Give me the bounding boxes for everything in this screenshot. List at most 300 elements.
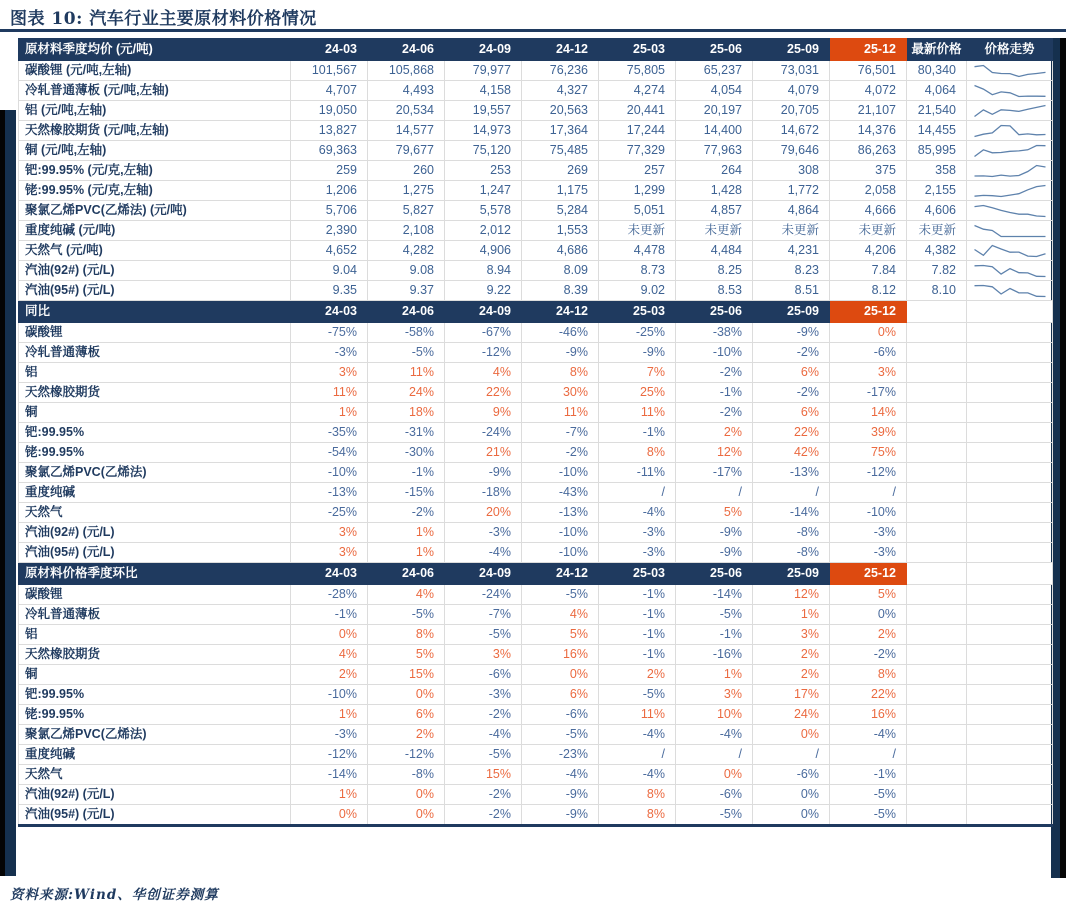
row-label: 聚氯乙烯PVC(乙烯法) bbox=[19, 463, 291, 483]
value-cell: -2% bbox=[676, 403, 753, 423]
value-cell: 1,206 bbox=[291, 181, 368, 201]
sparkline-cell bbox=[967, 725, 1053, 745]
value-cell: 79,646 bbox=[753, 141, 830, 161]
value-cell: 375 bbox=[830, 161, 907, 181]
value-cell: 10% bbox=[676, 705, 753, 725]
table-row bbox=[19, 665, 1053, 685]
value-cell: 259 bbox=[291, 161, 368, 181]
value-cell: -1% bbox=[599, 625, 676, 645]
value-cell: / bbox=[830, 745, 907, 765]
value-cell: -9% bbox=[676, 543, 753, 563]
table-row bbox=[19, 745, 1053, 765]
value-cell: -1% bbox=[368, 463, 445, 483]
column-header-24-06: 24-06 bbox=[368, 39, 445, 61]
value-cell: 12% bbox=[753, 585, 830, 605]
value-cell: 77,963 bbox=[676, 141, 753, 161]
value-cell: 2,058 bbox=[830, 181, 907, 201]
sparkline-cell bbox=[967, 503, 1053, 523]
value-cell: 14,577 bbox=[368, 121, 445, 141]
sparkline-cell bbox=[967, 101, 1053, 121]
sparkline-cell bbox=[967, 261, 1053, 281]
value-cell: 25% bbox=[599, 383, 676, 403]
value-cell: 0% bbox=[368, 805, 445, 826]
value-cell: 17,364 bbox=[522, 121, 599, 141]
value-cell: 8% bbox=[368, 625, 445, 645]
value-cell: 4% bbox=[445, 363, 522, 383]
value-cell: -4% bbox=[599, 503, 676, 523]
column-header-25-09: 25-09 bbox=[753, 301, 830, 323]
sparkline-cell bbox=[967, 443, 1053, 463]
value-cell: / bbox=[599, 745, 676, 765]
value-cell: 2% bbox=[753, 665, 830, 685]
latest-price-cell bbox=[907, 343, 967, 363]
row-label: 汽油(95#) (元/L) bbox=[19, 543, 291, 563]
value-cell: 8.25 bbox=[676, 261, 753, 281]
value-cell: -5% bbox=[599, 685, 676, 705]
empty-header-cell bbox=[967, 563, 1053, 585]
value-cell: 1% bbox=[676, 665, 753, 685]
value-cell: -6% bbox=[445, 665, 522, 685]
value-cell: 264 bbox=[676, 161, 753, 181]
section-header-row bbox=[19, 301, 1053, 323]
value-cell: -24% bbox=[445, 423, 522, 443]
column-header-25-03: 25-03 bbox=[599, 301, 676, 323]
value-cell: 14,376 bbox=[830, 121, 907, 141]
value-cell: -5% bbox=[676, 805, 753, 826]
value-cell: -1% bbox=[599, 585, 676, 605]
row-label: 聚氯乙烯PVC(乙烯法) bbox=[19, 725, 291, 745]
latest-price-cell: 358 bbox=[907, 161, 967, 181]
value-cell: -3% bbox=[599, 523, 676, 543]
value-cell: 1% bbox=[368, 543, 445, 563]
value-cell: 0% bbox=[753, 725, 830, 745]
value-cell: 76,501 bbox=[830, 61, 907, 81]
value-cell: 20% bbox=[445, 503, 522, 523]
value-cell: 22% bbox=[445, 383, 522, 403]
value-cell: -2% bbox=[522, 443, 599, 463]
value-cell: 20,534 bbox=[368, 101, 445, 121]
value-cell: 4,707 bbox=[291, 81, 368, 101]
value-cell: 16% bbox=[830, 705, 907, 725]
value-cell: 19,050 bbox=[291, 101, 368, 121]
section-title: 同比 bbox=[19, 301, 291, 323]
value-cell: -14% bbox=[753, 503, 830, 523]
price-trend-sparkline bbox=[973, 144, 1047, 158]
value-cell: 4,906 bbox=[445, 241, 522, 261]
value-cell: -54% bbox=[291, 443, 368, 463]
row-label: 汽油(92#) (元/L) bbox=[19, 261, 291, 281]
column-header-25-09: 25-09 bbox=[753, 563, 830, 585]
value-cell: 8% bbox=[599, 443, 676, 463]
table-row bbox=[19, 423, 1053, 443]
sparkline-cell bbox=[967, 645, 1053, 665]
table-row bbox=[19, 101, 1053, 121]
latest-price-cell bbox=[907, 705, 967, 725]
value-cell: 9.37 bbox=[368, 281, 445, 301]
price-trend-sparkline bbox=[973, 164, 1047, 178]
row-label: 冷轧普通薄板 bbox=[19, 605, 291, 625]
value-cell: 2% bbox=[291, 665, 368, 685]
value-cell: 2% bbox=[368, 725, 445, 745]
value-cell: 8% bbox=[599, 805, 676, 826]
value-cell: -3% bbox=[445, 523, 522, 543]
value-cell: 101,567 bbox=[291, 61, 368, 81]
value-cell: 42% bbox=[753, 443, 830, 463]
value-cell: -7% bbox=[522, 423, 599, 443]
latest-price-cell bbox=[907, 483, 967, 503]
table-row bbox=[19, 685, 1053, 705]
value-cell: 1,247 bbox=[445, 181, 522, 201]
table-row bbox=[19, 543, 1053, 563]
value-cell: -9% bbox=[522, 785, 599, 805]
value-cell: 20,563 bbox=[522, 101, 599, 121]
latest-price-cell bbox=[907, 383, 967, 403]
value-cell: 9.35 bbox=[291, 281, 368, 301]
value-cell: -2% bbox=[445, 705, 522, 725]
value-cell: -13% bbox=[753, 463, 830, 483]
value-cell: 269 bbox=[522, 161, 599, 181]
value-cell: / bbox=[676, 483, 753, 503]
value-cell: -5% bbox=[368, 605, 445, 625]
value-cell: -30% bbox=[368, 443, 445, 463]
sparkline-cell bbox=[967, 543, 1053, 563]
value-cell: -3% bbox=[830, 543, 907, 563]
section-header-row bbox=[19, 39, 1053, 61]
column-header-24-06: 24-06 bbox=[368, 563, 445, 585]
row-label: 汽油(92#) (元/L) bbox=[19, 785, 291, 805]
value-cell: -10% bbox=[522, 463, 599, 483]
value-cell: 7% bbox=[599, 363, 676, 383]
latest-price-cell bbox=[907, 605, 967, 625]
value-cell: 未更新 bbox=[830, 221, 907, 241]
value-cell: -10% bbox=[522, 523, 599, 543]
value-cell: -5% bbox=[445, 745, 522, 765]
value-cell: -9% bbox=[676, 523, 753, 543]
column-header-25-03: 25-03 bbox=[599, 563, 676, 585]
value-cell: 3% bbox=[291, 543, 368, 563]
value-cell: 13,827 bbox=[291, 121, 368, 141]
value-cell: 18% bbox=[368, 403, 445, 423]
value-cell: -28% bbox=[291, 585, 368, 605]
latest-price-cell bbox=[907, 403, 967, 423]
latest-price-cell bbox=[907, 665, 967, 685]
value-cell: -3% bbox=[830, 523, 907, 543]
value-cell: 15% bbox=[368, 665, 445, 685]
value-cell: 0% bbox=[368, 785, 445, 805]
value-cell: 2% bbox=[599, 665, 676, 685]
value-cell: -25% bbox=[291, 503, 368, 523]
value-cell: 2% bbox=[830, 625, 907, 645]
value-cell: 未更新 bbox=[599, 221, 676, 241]
row-label: 重度纯碱 bbox=[19, 483, 291, 503]
row-label: 天然气 (元/吨) bbox=[19, 241, 291, 261]
value-cell: -5% bbox=[522, 725, 599, 745]
value-cell: 1% bbox=[291, 403, 368, 423]
section-header-row bbox=[19, 563, 1053, 585]
latest-price-cell: 2,155 bbox=[907, 181, 967, 201]
row-label: 冷轧普通薄板 (元/吨,左轴) bbox=[19, 81, 291, 101]
latest-price-cell bbox=[907, 363, 967, 383]
sparkline-cell bbox=[967, 745, 1053, 765]
value-cell: 1,275 bbox=[368, 181, 445, 201]
value-cell: 21% bbox=[445, 443, 522, 463]
value-cell: -10% bbox=[676, 343, 753, 363]
table-row bbox=[19, 161, 1053, 181]
value-cell: 未更新 bbox=[676, 221, 753, 241]
value-cell: 9.02 bbox=[599, 281, 676, 301]
latest-price-cell: 21,540 bbox=[907, 101, 967, 121]
value-cell: 8.12 bbox=[830, 281, 907, 301]
value-cell: 4,079 bbox=[753, 81, 830, 101]
value-cell: -1% bbox=[676, 383, 753, 403]
price-trend-sparkline bbox=[973, 84, 1047, 98]
table-row bbox=[19, 725, 1053, 745]
value-cell: 6% bbox=[753, 403, 830, 423]
value-cell: 19,557 bbox=[445, 101, 522, 121]
latest-price-cell bbox=[907, 463, 967, 483]
value-cell: -15% bbox=[368, 483, 445, 503]
value-cell: -4% bbox=[599, 725, 676, 745]
latest-price-cell bbox=[907, 503, 967, 523]
value-cell: -9% bbox=[599, 343, 676, 363]
value-cell: 8.09 bbox=[522, 261, 599, 281]
value-cell: 4,054 bbox=[676, 81, 753, 101]
value-cell: 20,197 bbox=[676, 101, 753, 121]
table-row bbox=[19, 121, 1053, 141]
value-cell: -75% bbox=[291, 323, 368, 343]
value-cell: 3% bbox=[830, 363, 907, 383]
value-cell: 77,329 bbox=[599, 141, 676, 161]
value-cell: 2% bbox=[753, 645, 830, 665]
value-cell: 0% bbox=[522, 665, 599, 685]
value-cell: -13% bbox=[291, 483, 368, 503]
value-cell: 0% bbox=[830, 323, 907, 343]
value-cell: 30% bbox=[522, 383, 599, 403]
row-label: 铜 bbox=[19, 403, 291, 423]
row-label: 汽油(92#) (元/L) bbox=[19, 523, 291, 543]
value-cell: 2,012 bbox=[445, 221, 522, 241]
row-label: 天然气 bbox=[19, 503, 291, 523]
latest-price-cell bbox=[907, 323, 967, 343]
value-cell: -4% bbox=[445, 725, 522, 745]
sparkline-cell bbox=[967, 685, 1053, 705]
value-cell: -4% bbox=[445, 543, 522, 563]
latest-price-cell: 7.82 bbox=[907, 261, 967, 281]
value-cell: 17% bbox=[753, 685, 830, 705]
value-cell: -3% bbox=[599, 543, 676, 563]
table-row bbox=[19, 343, 1053, 363]
value-cell: 2% bbox=[676, 423, 753, 443]
value-cell: -11% bbox=[599, 463, 676, 483]
section-title: 原材料季度均价 (元/吨) bbox=[19, 39, 291, 61]
latest-price-cell bbox=[907, 543, 967, 563]
value-cell: 4,206 bbox=[830, 241, 907, 261]
value-cell: -5% bbox=[522, 585, 599, 605]
value-cell: 257 bbox=[599, 161, 676, 181]
row-label: 天然气 bbox=[19, 765, 291, 785]
value-cell: 4,864 bbox=[753, 201, 830, 221]
value-cell: -4% bbox=[676, 725, 753, 745]
row-label: 铜 bbox=[19, 665, 291, 685]
value-cell: -43% bbox=[522, 483, 599, 503]
row-label: 钯:99.95% (元/克,左轴) bbox=[19, 161, 291, 181]
latest-price-cell: 8.10 bbox=[907, 281, 967, 301]
value-cell: 3% bbox=[291, 523, 368, 543]
value-cell: -8% bbox=[753, 523, 830, 543]
value-cell: / bbox=[676, 745, 753, 765]
table-row bbox=[19, 201, 1053, 221]
figure-title: 图表 10: 汽车行业主要原材料价格情况 bbox=[10, 9, 317, 29]
value-cell: 69,363 bbox=[291, 141, 368, 161]
value-cell: 11% bbox=[599, 705, 676, 725]
row-label: 铑:99.95% bbox=[19, 443, 291, 463]
column-header-25-12: 25-12 bbox=[830, 563, 907, 585]
value-cell: 4,327 bbox=[522, 81, 599, 101]
value-cell: 75,485 bbox=[522, 141, 599, 161]
value-cell: 11% bbox=[599, 403, 676, 423]
value-cell: -1% bbox=[291, 605, 368, 625]
value-cell: 1% bbox=[753, 605, 830, 625]
column-header-24-12: 24-12 bbox=[522, 563, 599, 585]
value-cell: -5% bbox=[830, 805, 907, 826]
value-cell: 4,478 bbox=[599, 241, 676, 261]
value-cell: -17% bbox=[830, 383, 907, 403]
value-cell: -12% bbox=[445, 343, 522, 363]
value-cell: -1% bbox=[599, 605, 676, 625]
value-cell: 11% bbox=[291, 383, 368, 403]
latest-price-cell: 14,455 bbox=[907, 121, 967, 141]
value-cell: -24% bbox=[445, 585, 522, 605]
value-cell: / bbox=[599, 483, 676, 503]
column-header-24-12: 24-12 bbox=[522, 39, 599, 61]
value-cell: -12% bbox=[830, 463, 907, 483]
value-cell: 0% bbox=[830, 605, 907, 625]
value-cell: 3% bbox=[676, 685, 753, 705]
section-title: 原材料价格季度环比 bbox=[19, 563, 291, 585]
value-cell: 5,578 bbox=[445, 201, 522, 221]
value-cell: 8% bbox=[830, 665, 907, 685]
value-cell: 4,158 bbox=[445, 81, 522, 101]
value-cell: 8.51 bbox=[753, 281, 830, 301]
value-cell: 20,705 bbox=[753, 101, 830, 121]
latest-price-cell: 未更新 bbox=[907, 221, 967, 241]
sparkline-cell bbox=[967, 483, 1053, 503]
value-cell: -31% bbox=[368, 423, 445, 443]
value-cell: 0% bbox=[291, 625, 368, 645]
value-cell: 8.23 bbox=[753, 261, 830, 281]
table-row bbox=[19, 61, 1053, 81]
value-cell: 7.84 bbox=[830, 261, 907, 281]
value-cell: -8% bbox=[368, 765, 445, 785]
value-cell: 4,274 bbox=[599, 81, 676, 101]
latest-price-cell bbox=[907, 805, 967, 826]
row-label: 重度纯碱 (元/吨) bbox=[19, 221, 291, 241]
row-label: 钯:99.95% bbox=[19, 685, 291, 705]
page-edge-left bbox=[0, 110, 16, 876]
value-cell: -10% bbox=[291, 685, 368, 705]
price-trend-sparkline bbox=[973, 284, 1047, 298]
value-cell: 8% bbox=[522, 363, 599, 383]
value-cell: -10% bbox=[522, 543, 599, 563]
value-cell: 1,175 bbox=[522, 181, 599, 201]
value-cell: -14% bbox=[291, 765, 368, 785]
sparkline-cell bbox=[967, 323, 1053, 343]
value-cell: -58% bbox=[368, 323, 445, 343]
table-row bbox=[19, 363, 1053, 383]
value-cell: -2% bbox=[368, 503, 445, 523]
value-cell: -9% bbox=[445, 463, 522, 483]
sparkline-cell bbox=[967, 605, 1053, 625]
value-cell: 4% bbox=[368, 585, 445, 605]
value-cell: 22% bbox=[830, 685, 907, 705]
price-trend-sparkline bbox=[973, 264, 1047, 278]
value-cell: 4,072 bbox=[830, 81, 907, 101]
sparkline-cell bbox=[967, 423, 1053, 443]
latest-price-cell: 4,606 bbox=[907, 201, 967, 221]
value-cell: -18% bbox=[445, 483, 522, 503]
sparkline-cell bbox=[967, 765, 1053, 785]
value-cell: -67% bbox=[445, 323, 522, 343]
column-header-24-09: 24-09 bbox=[445, 39, 522, 61]
price-trend-sparkline bbox=[973, 244, 1047, 258]
table-row bbox=[19, 241, 1053, 261]
value-cell: 4,666 bbox=[830, 201, 907, 221]
column-header-24-06: 24-06 bbox=[368, 301, 445, 323]
title-underline bbox=[0, 29, 1066, 32]
value-cell: 16% bbox=[522, 645, 599, 665]
value-cell: 9% bbox=[445, 403, 522, 423]
table-row bbox=[19, 463, 1053, 483]
price-trend-sparkline bbox=[973, 224, 1047, 238]
value-cell: 4,857 bbox=[676, 201, 753, 221]
value-cell: 17,244 bbox=[599, 121, 676, 141]
column-header-25-06: 25-06 bbox=[676, 563, 753, 585]
value-cell: 5,051 bbox=[599, 201, 676, 221]
table-row bbox=[19, 483, 1053, 503]
value-cell: 1% bbox=[291, 705, 368, 725]
sparkline-cell bbox=[967, 383, 1053, 403]
value-cell: / bbox=[753, 745, 830, 765]
latest-price-cell: 80,340 bbox=[907, 61, 967, 81]
row-label: 碳酸锂 bbox=[19, 323, 291, 343]
table-row bbox=[19, 503, 1053, 523]
row-label: 钯:99.95% bbox=[19, 423, 291, 443]
sparkline-cell bbox=[967, 665, 1053, 685]
value-cell: 0% bbox=[676, 765, 753, 785]
value-cell: -4% bbox=[522, 765, 599, 785]
latest-price-cell bbox=[907, 423, 967, 443]
row-label: 碳酸锂 bbox=[19, 585, 291, 605]
latest-price-cell bbox=[907, 685, 967, 705]
value-cell: 6% bbox=[368, 705, 445, 725]
row-label: 碳酸锂 (元/吨,左轴) bbox=[19, 61, 291, 81]
latest-price-cell bbox=[907, 765, 967, 785]
latest-price-cell bbox=[907, 645, 967, 665]
value-cell: -5% bbox=[830, 785, 907, 805]
row-label: 汽油(95#) (元/L) bbox=[19, 281, 291, 301]
value-cell: 5,284 bbox=[522, 201, 599, 221]
value-cell: 11% bbox=[522, 403, 599, 423]
value-cell: 0% bbox=[368, 685, 445, 705]
column-header-24-12: 24-12 bbox=[522, 301, 599, 323]
value-cell: -1% bbox=[599, 423, 676, 443]
value-cell: 8% bbox=[599, 785, 676, 805]
column-header-25-09: 25-09 bbox=[753, 39, 830, 61]
table-row bbox=[19, 785, 1053, 805]
row-label: 聚氯乙烯PVC(乙烯法) (元/吨) bbox=[19, 201, 291, 221]
empty-header-cell bbox=[907, 301, 967, 323]
value-cell: 4% bbox=[291, 645, 368, 665]
